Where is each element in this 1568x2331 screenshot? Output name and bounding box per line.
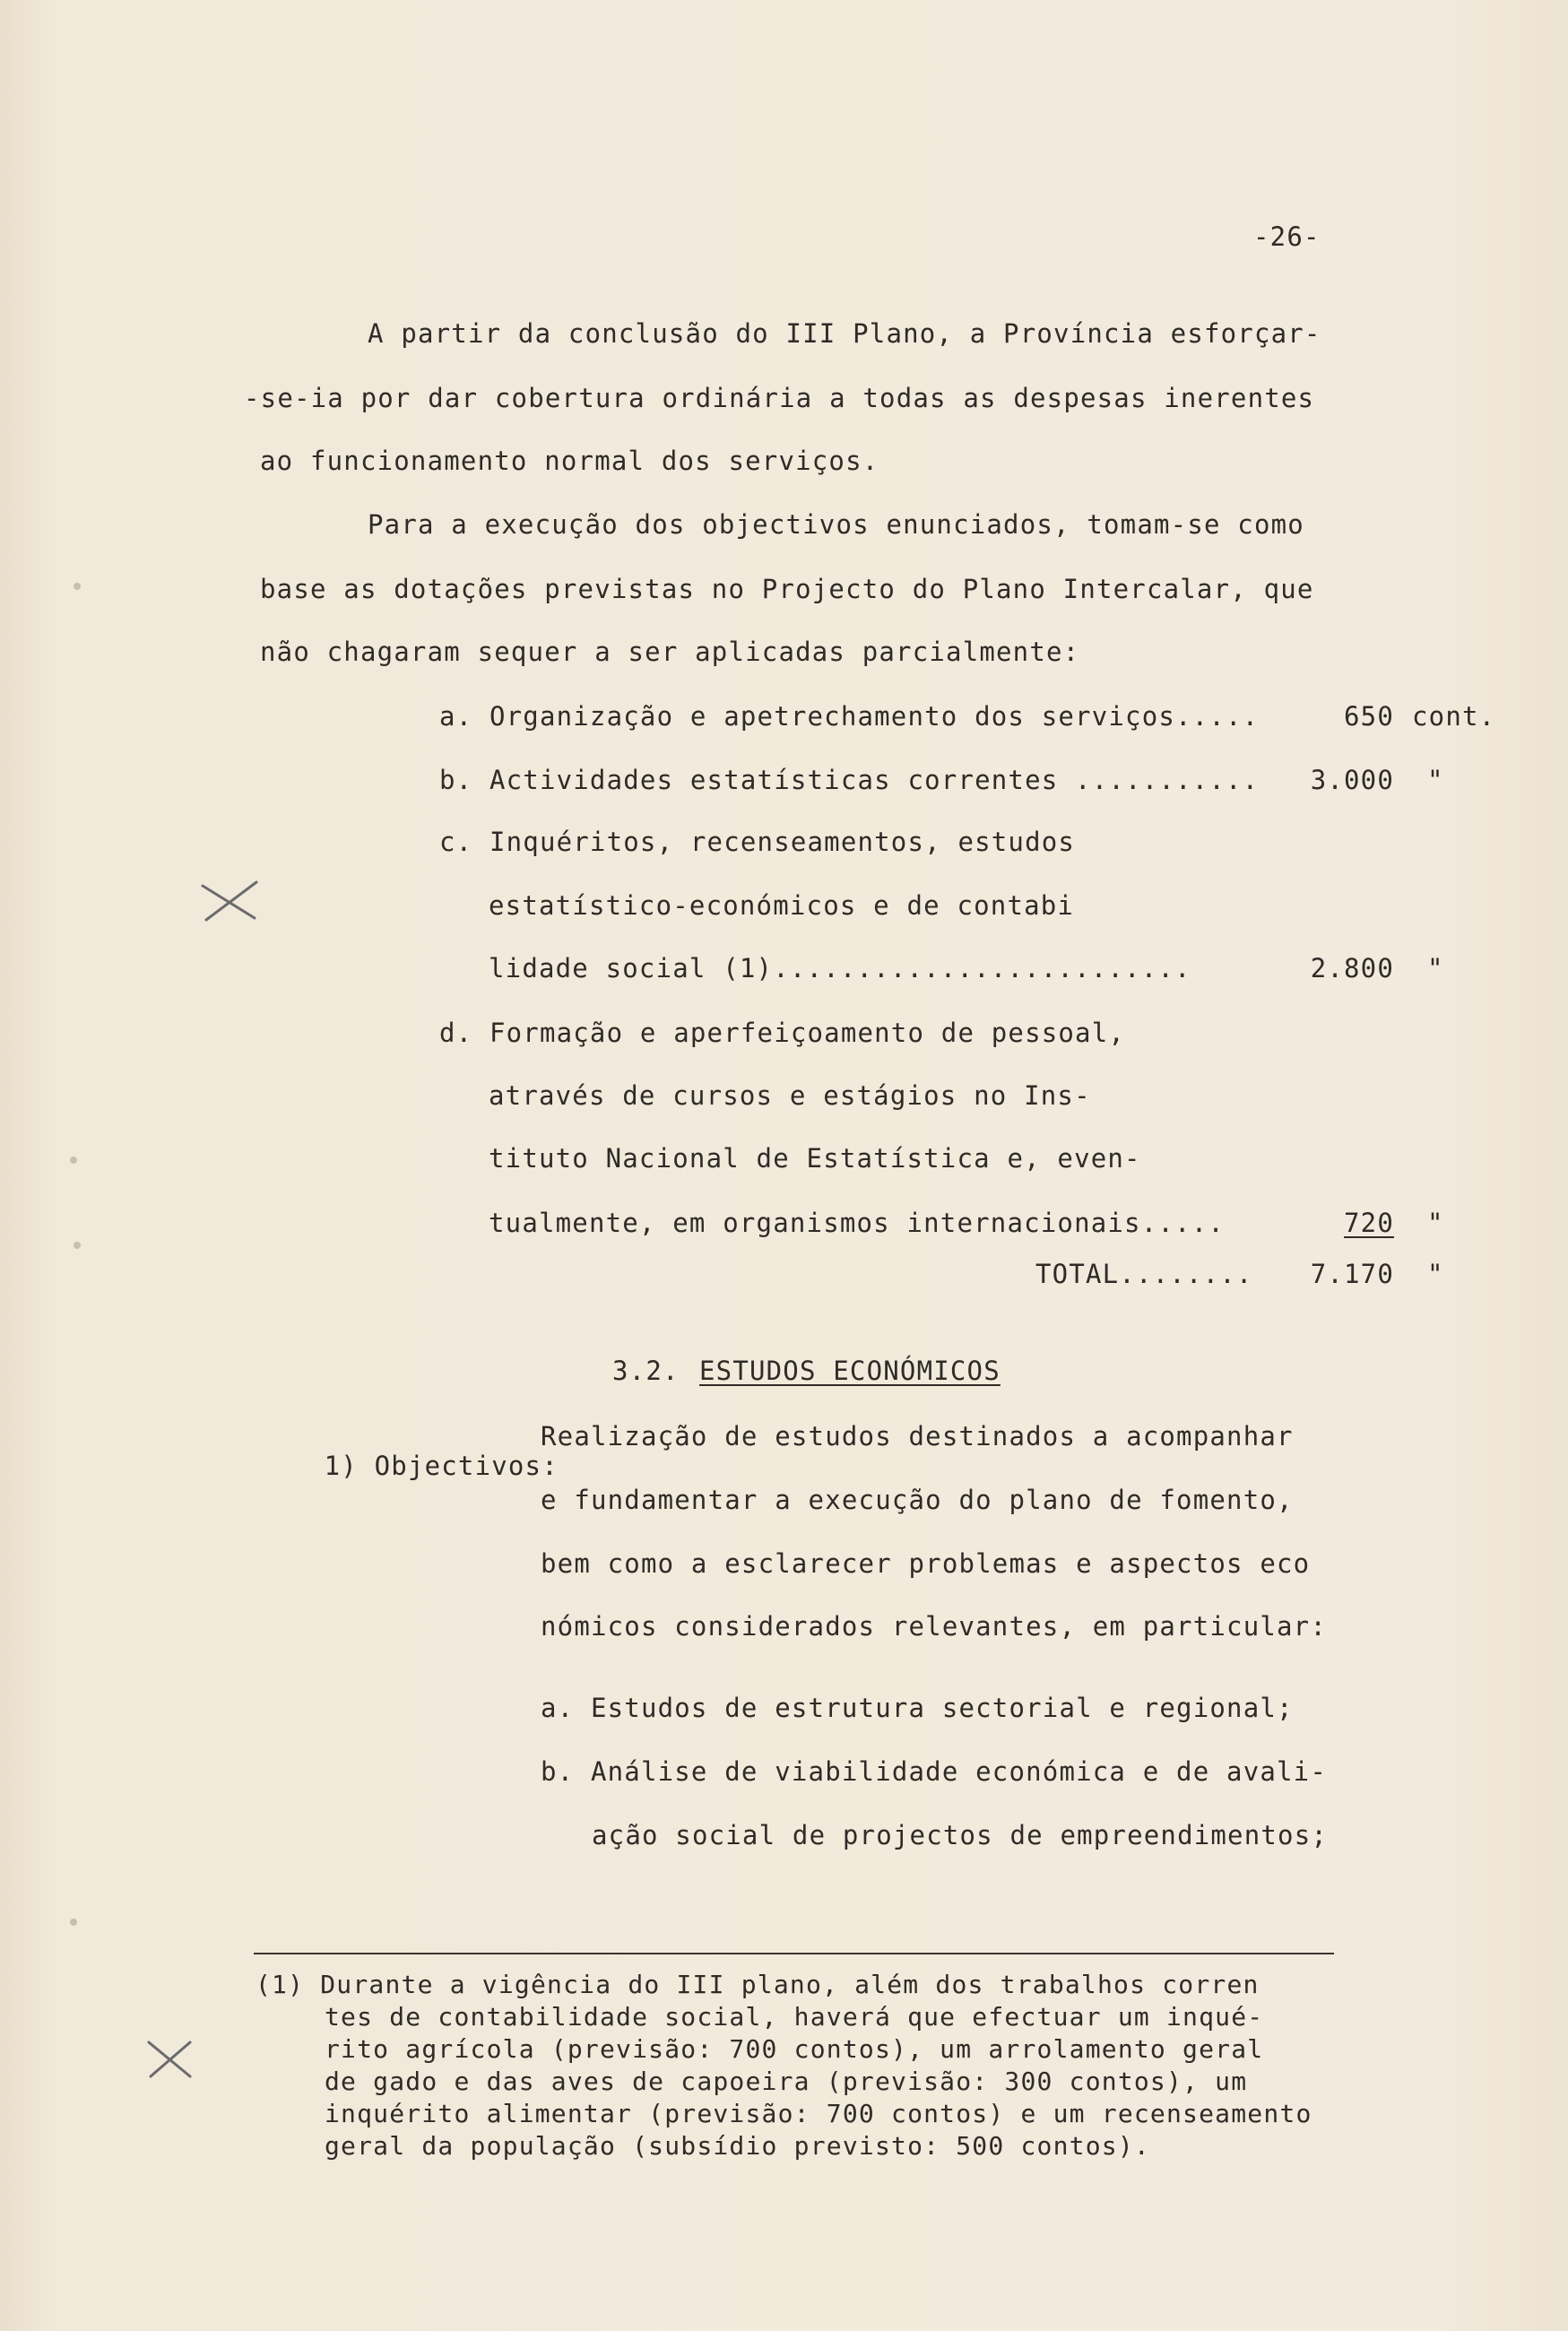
para2-line-3: não chagaram sequer a ser aplicadas parcialmente:: [260, 637, 1080, 667]
list-item-b-2: ação social de projectos de empreendimentos;: [592, 1820, 1329, 1850]
margin-mark: [70, 1919, 77, 1926]
footnote-line-5: inquérito alimentar (previsão: 700 contos) e um recenseamento: [325, 2099, 1312, 2128]
footnote-rule: [254, 1953, 1334, 1954]
objectives-label: [257, 1420, 559, 1512]
item-d-value: 720: [1344, 1208, 1394, 1238]
item-c-unit: ": [1427, 953, 1444, 984]
item-d-unit: ": [1427, 1208, 1444, 1238]
item-d-line-1: d. Formação e aperfeiçoamento de pessoal,: [439, 1018, 1126, 1048]
footnote-line-4: de gado e das aves de capoeira (previsão: 300 contos), um: [325, 2067, 1248, 2096]
footnote-line-6: geral da população (subsídio previsto: 500 contos).: [325, 2131, 1150, 2161]
section-number: 3.2.: [612, 1356, 680, 1386]
objectives-line-3: bem como a esclarecer problemas e aspectos eco: [541, 1548, 1311, 1579]
item-c-value: 2.800: [1310, 953, 1394, 984]
item-b-label: b. Actividades estatísticas correntes ...........: [439, 765, 1260, 795]
margin-mark: [74, 1242, 81, 1249]
item-a-label: a. Organização e apetrechamento dos serviços.....: [439, 701, 1260, 732]
objectives-line-2: e fundamentar a execução do plano de fomento,: [541, 1485, 1294, 1515]
item-d-line-3: tituto Nacional de Estatística e, even-: [489, 1143, 1141, 1174]
total-unit: ": [1427, 1259, 1444, 1289]
intro-line-3: ao funcionamento normal dos serviços.: [260, 446, 879, 476]
footnote-line-2: tes de contabilidade social, haverá que efectuar um inqué-: [325, 2002, 1264, 2032]
objectives-line-4: nómicos considerados relevantes, em particular:: [541, 1611, 1327, 1642]
item-d-line-2: através de cursos e estágios no Ins-: [489, 1080, 1091, 1111]
item-b-unit: ": [1427, 765, 1444, 795]
item-a-unit: cont.: [1412, 701, 1496, 732]
item-c-line-3: lidade social (1).........................: [489, 953, 1191, 984]
list-item-b-1: b. Análise de viabilidade económica e de avali-: [541, 1756, 1327, 1787]
cross-mark-icon: [199, 879, 262, 923]
margin-mark: [70, 1157, 77, 1164]
para2-line-1: Para a execução dos objectivos enunciados, tomam-se como: [368, 509, 1304, 540]
item-d-line-4: tualmente, em organismos internacionais.....: [489, 1208, 1226, 1238]
footnote-line-1: (1) Durante a vigência do III plano, além dos trabalhos corren: [256, 1970, 1260, 1999]
footnote-line-3: rito agrícola (previsão: 700 contos), um arrolamento geral: [325, 2034, 1264, 2064]
total-label: TOTAL........: [1035, 1259, 1253, 1289]
margin-mark: [74, 583, 81, 590]
objectives-line-1: Realização de estudos destinados a acompanhar: [541, 1421, 1294, 1451]
section-title: ESTUDOS ECONÓMICOS: [699, 1356, 1001, 1386]
list-item-a: a. Estudos de estrutura sectorial e regional;: [541, 1693, 1294, 1723]
item-c-line-1: c. Inquéritos, recenseamentos, estudos: [439, 827, 1076, 857]
item-c-line-2: estatístico-económicos e de contabi: [489, 890, 1075, 921]
intro-line-1: A partir da conclusão do III Plano, a Província esforçar-: [368, 318, 1321, 349]
intro-line-2: -se-ia por dar cobertura ordinária a todas as despesas inerentes: [244, 383, 1315, 413]
total-value: 7.170: [1310, 1259, 1394, 1289]
item-b-value: 3.000: [1310, 765, 1394, 795]
page-number: -26-: [1253, 221, 1321, 252]
para2-line-2: base as dotações previstas no Projecto do Plano Intercalar, que: [260, 574, 1314, 604]
item-a-value: 650: [1344, 701, 1394, 732]
objectives-label-text: 1) Objectivos:: [324, 1451, 559, 1481]
cross-mark-icon: [143, 2037, 197, 2082]
